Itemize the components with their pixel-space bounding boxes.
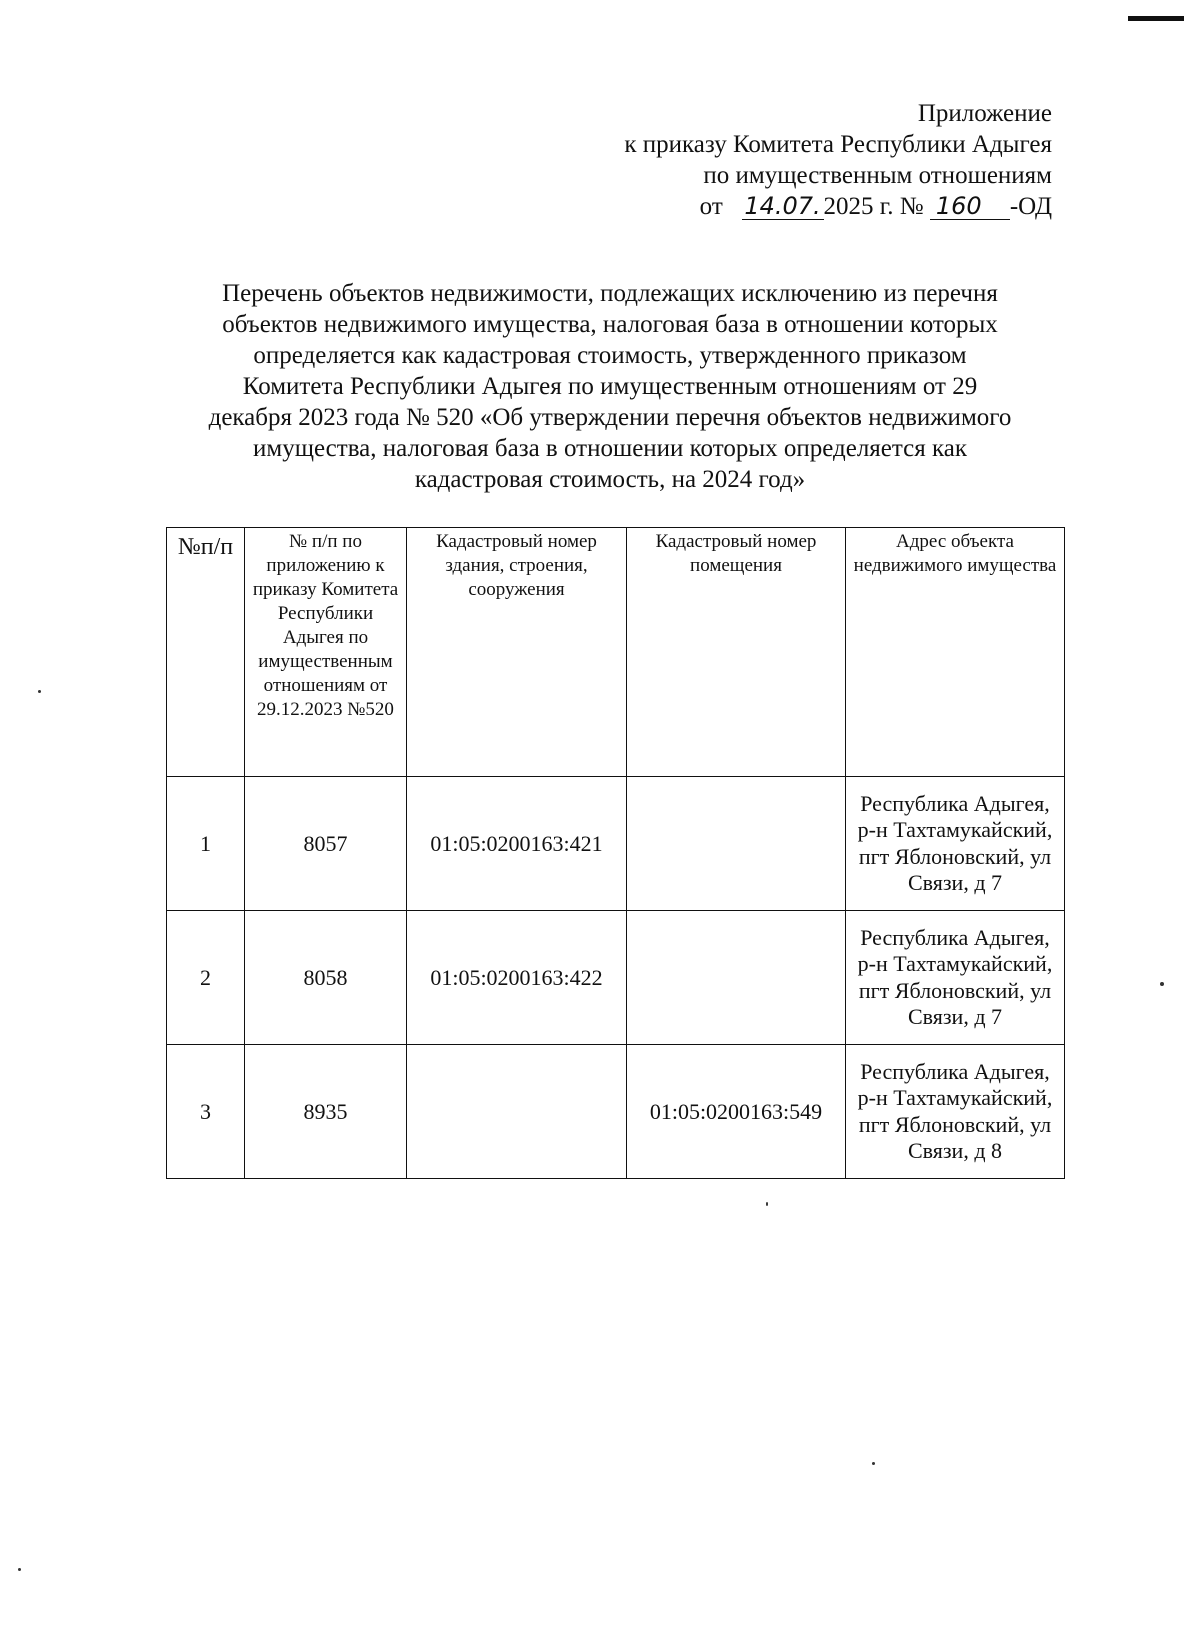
- cell-building-cadastral: 01:05:0200163:421: [407, 777, 627, 911]
- cell-appendix-number: 8935: [245, 1045, 407, 1179]
- date-prefix: от: [699, 193, 723, 220]
- cell-premises-cadastral: 01:05:0200163:549: [627, 1045, 846, 1179]
- title-line: декабря 2023 года № 520 «Об утверждении перечня объектов недвижимого: [208, 404, 1012, 431]
- title-line: определяется как кадастровая стоимость, утвержденного приказом: [253, 342, 967, 369]
- title-line: Комитета Республики Адыгея по имущественным отношениям от 29: [242, 373, 978, 400]
- table-header-row: [167, 528, 1065, 777]
- cell-address: Республика Адыгея, р-н Тахтамукайский, пгт Яблоновский, ул Связи, д 7: [846, 911, 1065, 1045]
- appendix-header: [492, 98, 1052, 222]
- scan-speck: [766, 1202, 768, 1206]
- appendix-committee: по имущественным отношениям: [703, 162, 1052, 189]
- appendix-date-line: [492, 191, 1052, 222]
- cell-premises-cadastral: [627, 911, 846, 1045]
- objects-table: [166, 527, 1065, 1179]
- table-row: [167, 777, 1065, 911]
- scan-speck: [872, 1462, 875, 1465]
- title-line: Перечень объектов недвижимости, подлежащих исключению из перечня: [222, 280, 998, 307]
- cell-row-number: 2: [167, 911, 245, 1045]
- cell-row-number: 3: [167, 1045, 245, 1179]
- header-row-number: №п/п: [167, 528, 245, 777]
- cell-row-number: 1: [167, 777, 245, 911]
- header-premises-cadastral: Кадастровый номер помещения: [627, 528, 846, 777]
- header-address: Адрес объекта недвижимого имущества: [846, 528, 1065, 777]
- cell-building-cadastral: [407, 1045, 627, 1179]
- handwritten-date: 14.07.: [742, 193, 824, 220]
- scan-speck: [38, 690, 41, 693]
- header-building-cadastral: Кадастровый номер здания, строения, сооружения: [407, 528, 627, 777]
- scan-speck: [18, 1568, 21, 1571]
- title-line: объектов недвижимого имущества, налоговая база в отношении которых: [222, 311, 998, 338]
- cell-address: Республика Адыгея, р-н Тахтамукайский, пгт Яблоновский, ул Связи, д 7: [846, 777, 1065, 911]
- cell-building-cadastral: 01:05:0200163:422: [407, 911, 627, 1045]
- header-appendix-number: № п/п по приложению к приказу Комитета Республики Адыгея по имущественным отношениям от 29.12.2023 №520: [245, 528, 407, 777]
- cell-premises-cadastral: [627, 777, 846, 911]
- number-suffix: -ОД: [1009, 193, 1052, 220]
- title-line: имущества, налоговая база в отношении которых определяется как: [253, 435, 967, 462]
- cell-appendix-number: 8058: [245, 911, 407, 1045]
- table-row: [167, 911, 1065, 1045]
- handwritten-number: 160: [930, 193, 1010, 220]
- document-title: [160, 278, 1060, 495]
- scan-corner-mark: [1128, 16, 1184, 21]
- appendix-order-ref: к приказу Комитета Республики Адыгея: [624, 131, 1052, 158]
- table-row: [167, 1045, 1065, 1179]
- scan-speck: [1160, 982, 1164, 986]
- cell-appendix-number: 8057: [245, 777, 407, 911]
- appendix-label: Приложение: [917, 100, 1052, 127]
- title-line: кадастровая стоимость, на 2024 год»: [414, 466, 806, 493]
- cell-address: Республика Адыгея, р-н Тахтамукайский, пгт Яблоновский, ул Связи, д 8: [846, 1045, 1065, 1179]
- year-text: 2025 г. №: [823, 193, 924, 220]
